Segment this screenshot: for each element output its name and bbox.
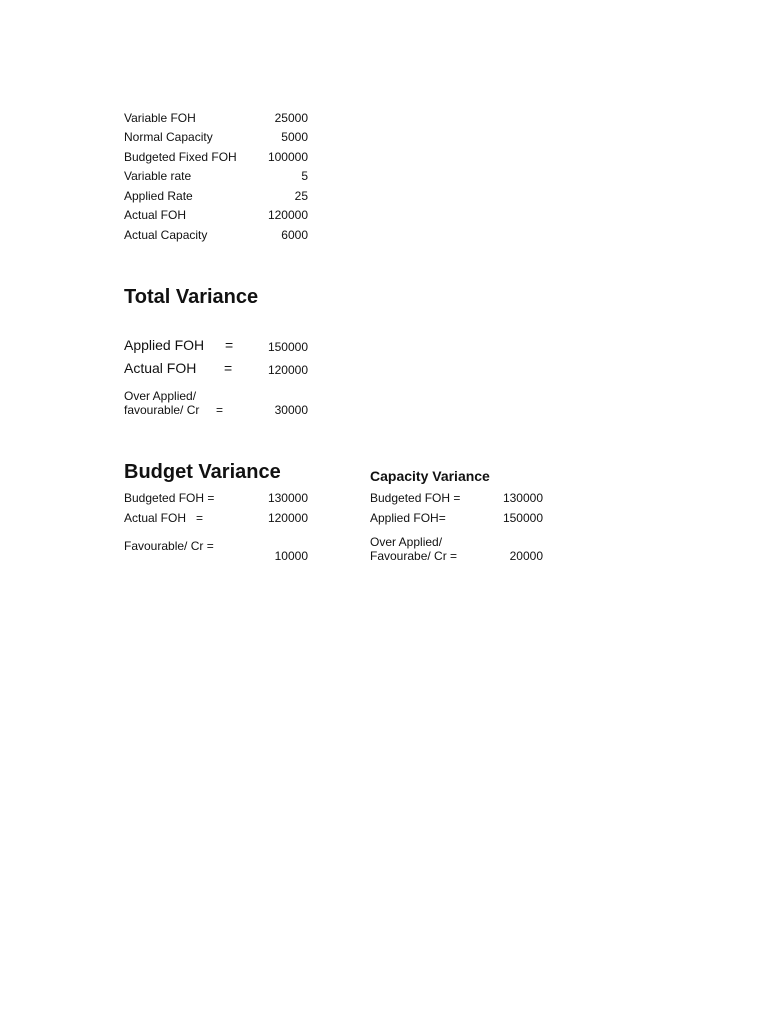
capacity-variance-value: 20000 xyxy=(509,549,543,563)
actual-foh-value: 120000 xyxy=(267,363,308,377)
total-variance-title: Total Variance xyxy=(124,286,259,308)
input-value: 120000 xyxy=(267,208,308,222)
equals-sign: = xyxy=(196,511,204,525)
total-variance-value: 30000 xyxy=(274,403,308,417)
budgeted-foh-value: 130000 xyxy=(267,491,308,505)
actual-foh-label: Actual FOH xyxy=(124,360,197,376)
budgeted-foh-label: Budgeted FOH = xyxy=(124,491,215,505)
input-label: Actual Capacity xyxy=(124,228,208,242)
input-value: 5 xyxy=(301,169,308,183)
over-applied-label: Over Applied/ xyxy=(370,535,443,549)
applied-foh-label: Applied FOH xyxy=(124,337,205,353)
actual-foh-label: Actual FOH xyxy=(124,511,187,525)
budgeted-foh-label: Budgeted FOH = xyxy=(370,491,461,505)
applied-foh-value: 150000 xyxy=(267,340,308,354)
input-value: 25 xyxy=(294,189,308,203)
input-value: 25000 xyxy=(274,111,308,125)
favourable-label: Favourable/ Cr = xyxy=(124,539,214,553)
applied-foh-value: 150000 xyxy=(502,511,543,525)
over-applied-label: Over Applied/ xyxy=(124,389,197,403)
budget-variance-title: Budget Variance xyxy=(124,461,281,483)
input-label: Variable rate xyxy=(124,169,192,183)
equals-sign: = xyxy=(224,360,233,376)
equals-sign: = xyxy=(216,403,224,417)
capacity-variance-title: Capacity Variance xyxy=(370,468,490,484)
input-label: Applied Rate xyxy=(124,189,193,203)
input-label: Normal Capacity xyxy=(124,130,213,144)
budget-variance-value: 10000 xyxy=(274,549,308,563)
input-label: Budgeted Fixed FOH xyxy=(124,150,237,164)
input-value: 100000 xyxy=(267,150,308,164)
input-value: 5000 xyxy=(281,130,308,144)
input-value: 6000 xyxy=(281,228,308,242)
input-label: Variable FOH xyxy=(124,111,196,125)
favourable-label: favourable/ Cr xyxy=(124,403,200,417)
input-label: Actual FOH xyxy=(124,208,187,222)
equals-sign: = xyxy=(225,337,234,353)
actual-foh-value: 120000 xyxy=(267,511,308,525)
applied-foh-label: Applied FOH= xyxy=(370,511,446,525)
favourable-label: Favourabe/ Cr = xyxy=(370,549,458,563)
budgeted-foh-value: 130000 xyxy=(502,491,543,505)
